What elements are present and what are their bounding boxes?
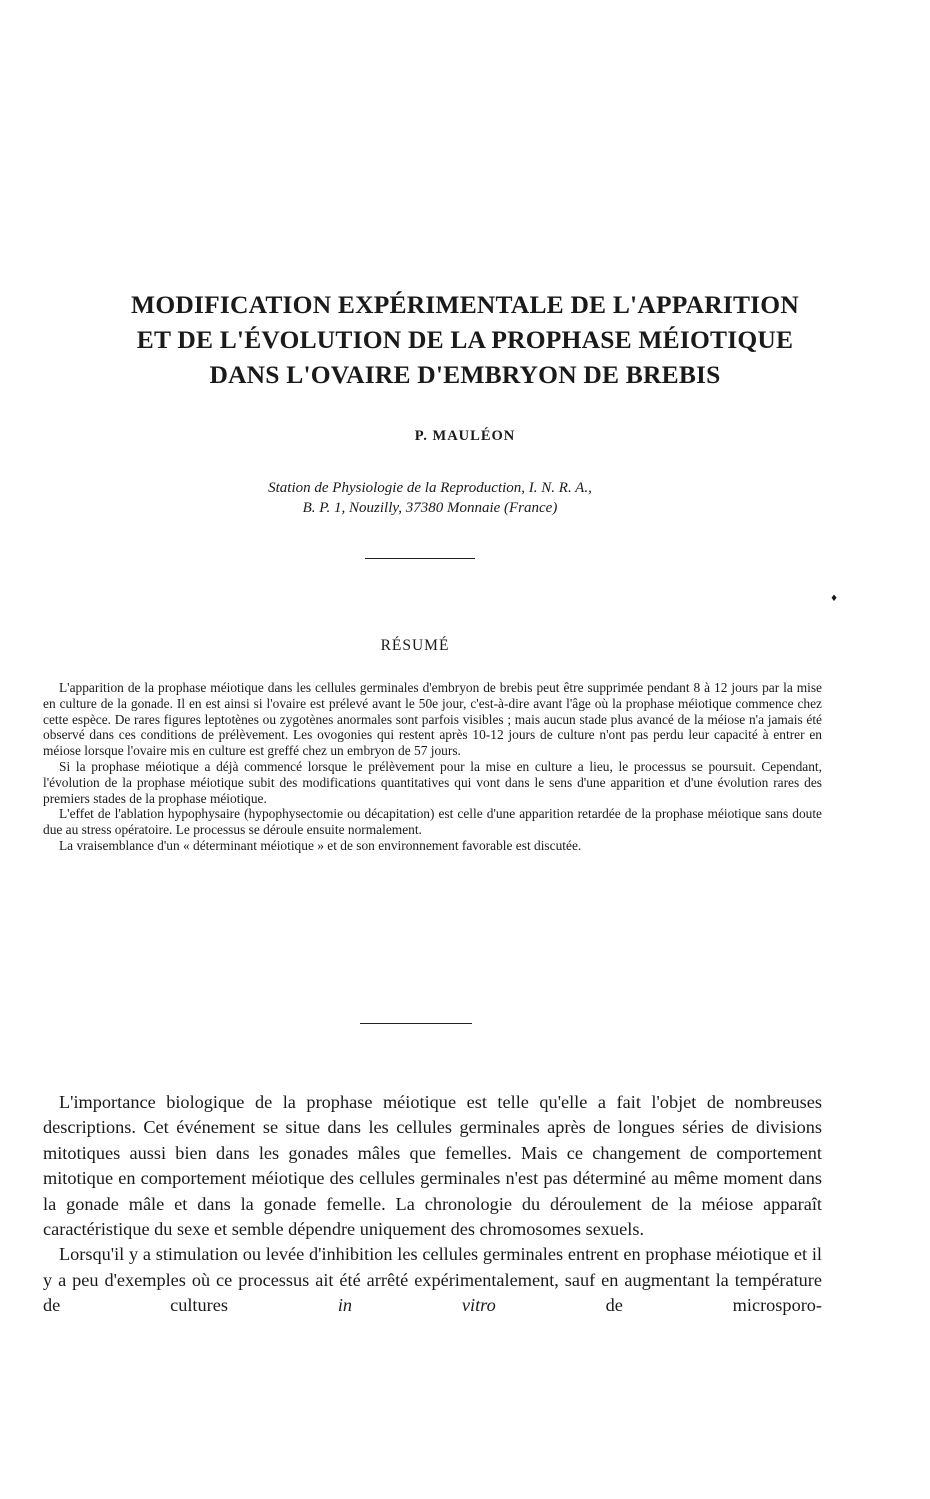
affiliation-line-2: B. P. 1, Nouzilly, 37380 Monnaie (France)	[302, 500, 558, 516]
body-paragraph-2-italic: in vitro	[337, 1295, 496, 1316]
abstract-paragraph-3: L'effet de l'ablation hypophysaire (hypophysectomie ou décapitation) est celle d'une apparition retardée de la prophase méiotique sans doute due au stress opératoire. Le processus se déroule ensuite normalement.	[43, 806, 822, 838]
body-paragraph-2-text: Lorsqu'il y a stimulation ou levée d'inhibition les cellules germinales entrent en prophase méiotique et il y a peu d'exemples où ce processus ait été arrêté expérimentalement, sauf en augmentant la température de cultures	[43, 1244, 822, 1316]
body-paragraph-1: L'importance biologique de la prophase méiotique est telle qu'elle a fait l'objet de nombreuses descriptions. Cet événement se situe dans les cellules germinales après de longues séries de divisions mitotiques aussi bien dans les gonades mâles que femelles. Mais ce changement de comportement mitotique en comportement méiotique des cellules germinales n'est pas déterminé au même moment dans la gonade mâle et dans la gonade femelle. La chronologie du déroulement de la méiose apparaît caractéristique du sexe et semble dépendre uniquement des chromosomes sexuels.	[43, 1092, 822, 1240]
title-line-2: ET DE L'ÉVOLUTION DE LA PROPHASE MÉIOTIQUE	[136, 325, 794, 354]
body-paragraph-2-tail: de microsporo-	[495, 1295, 823, 1316]
abstract-paragraph-2: Si la prophase méiotique a déjà commencé lorsque le prélèvement pour la mise en culture a lieu, le processus se poursuit. Cependant, l'évolution de la prophase méiotique subit des modifications quantitatives qui vont dans le sens d'une apparition et d'une évolution rares des premiers stades de la prophase méiotique.	[43, 758, 822, 806]
body-paragraph-2	[43, 1242, 822, 1318]
separator-rule-bottom	[360, 1023, 472, 1024]
abstract-heading: RÉSUMÉ	[380, 637, 450, 654]
abstract-text	[43, 680, 822, 854]
author-name: P. MAULÉON	[414, 428, 516, 444]
article-title	[40, 287, 890, 392]
abstract-paragraph-4: La vraisemblance d'un « déterminant méiotique » et de son environnement favorable est discutée.	[59, 837, 582, 853]
title-line-3: DANS L'OVAIRE D'EMBRYON DE BREBIS	[209, 360, 721, 389]
author-affiliation	[0, 478, 860, 518]
abstract-paragraph-1: L'apparition de la prophase méiotique dans les cellules germinales d'embryon de brebis peut être supprimée pendant 8 à 12 jours par la mise en culture de la gonade. Il en est ainsi si l'ovaire est prélevé avant le 50e jour, c'est-à-dire avant l'âge où la prophase méiotique commence chez cette espèce. De rares figures leptotènes ou zygotènes anormales sont parfois visibles ; mais aucun stade plus avancé de la méiose n'a jamais été observé dans ces conditions de prélèvement. Les ovogonies qui restent après 10-12 jours de culture n'ont pas perdu leur capacité à entrer en méiose lorsque l'ovaire mis en culture est greffé chez un embryon de 57 jours.	[43, 680, 822, 759]
body-text	[43, 1090, 822, 1319]
separator-rule-top	[365, 558, 475, 559]
print-speck-mark: ♦	[830, 594, 839, 604]
affiliation-line-1: Station de Physiologie de la Reproduction, I. N. R. A.,	[268, 480, 592, 496]
title-line-1: MODIFICATION EXPÉRIMENTALE DE L'APPARITION	[131, 290, 799, 319]
